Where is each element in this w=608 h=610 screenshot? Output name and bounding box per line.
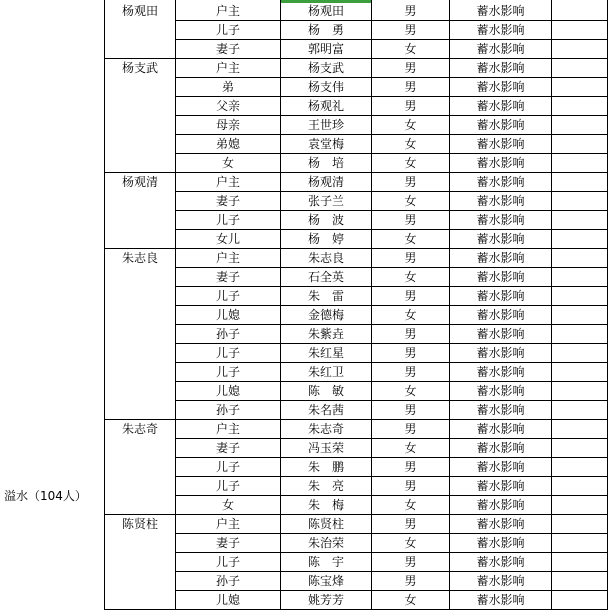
row-divider: [175, 495, 607, 496]
sex-cell: 女: [404, 536, 417, 550]
row-divider: [175, 419, 607, 420]
sex-cell: 男: [404, 251, 417, 265]
row-divider: [175, 191, 607, 192]
note-cell: 蓄水影响: [476, 270, 525, 284]
relation-cell: 妻子: [215, 194, 240, 208]
member-name-cell: 袁堂梅: [307, 137, 344, 151]
sex-cell: 男: [404, 422, 417, 436]
member-name-cell: 张子兰: [307, 194, 344, 208]
member-name-cell: 杨观田: [307, 4, 344, 18]
note-cell: 蓄水影响: [476, 479, 525, 493]
member-name-cell: 陈 宇: [307, 555, 344, 569]
sex-cell: 男: [404, 213, 417, 227]
note-cell: 蓄水影响: [476, 4, 525, 18]
member-name-cell: 杨支伟: [307, 80, 344, 94]
note-cell: 蓄水影响: [476, 289, 525, 303]
note-cell: 蓄水影响: [476, 232, 525, 246]
column-divider: [371, 0, 372, 610]
note-cell: 蓄水影响: [476, 156, 525, 170]
column-divider: [449, 0, 450, 610]
sex-cell: 男: [404, 175, 417, 189]
member-name-cell: 冯玉荣: [307, 441, 344, 455]
household-head-cell: [105, 534, 175, 553]
note-cell: 蓄水影响: [476, 118, 525, 132]
household-head-cell: [105, 477, 175, 496]
sex-cell: 女: [404, 118, 417, 132]
sex-cell: 女: [404, 308, 417, 322]
column-divider: [175, 0, 176, 610]
relation-cell: 女: [221, 498, 234, 512]
row-divider: [175, 267, 607, 268]
sex-cell: 男: [404, 23, 417, 37]
household-head-cell: [105, 439, 175, 458]
member-name-cell: 朱志奇: [307, 422, 344, 436]
member-name-cell: 杨支武: [307, 61, 344, 75]
member-name-cell: 朱 雷: [307, 289, 344, 303]
member-name-cell: 朱紫垚: [307, 327, 344, 341]
member-name-cell: 朱名茜: [307, 403, 344, 417]
note-cell: 蓄水影响: [476, 23, 525, 37]
household-head-cell: [105, 192, 175, 211]
column-divider: [104, 0, 105, 610]
row-divider: [175, 20, 607, 21]
row-divider: [175, 381, 607, 382]
member-name-cell: 杨观礼: [307, 99, 344, 113]
household-head-cell: [105, 458, 175, 477]
relation-cell: 女儿: [215, 232, 240, 246]
row-divider: [175, 153, 607, 154]
note-cell: 蓄水影响: [476, 194, 525, 208]
household-head-cell: [105, 211, 175, 230]
row-divider-head: [105, 172, 175, 173]
note-cell: 蓄水影响: [476, 99, 525, 113]
sex-cell: 男: [404, 517, 417, 531]
sex-cell: 女: [404, 232, 417, 246]
row-divider: [175, 134, 607, 135]
note-cell: 蓄水影响: [476, 308, 525, 322]
relation-cell: 女: [221, 156, 234, 170]
note-cell: 蓄水影响: [476, 498, 525, 512]
relation-cell: 儿子: [215, 365, 240, 379]
row-divider: [175, 590, 607, 591]
sex-cell: 女: [404, 384, 417, 398]
relation-cell: 妻子: [215, 42, 240, 56]
household-head-cell: [105, 268, 175, 287]
member-name-cell: 杨观清: [307, 175, 344, 189]
member-name-cell: 朱红星: [307, 346, 344, 360]
relation-cell: 弟媳: [215, 137, 240, 151]
relation-cell: 户主: [215, 422, 240, 436]
household-head-cell: [105, 287, 175, 306]
row-divider: [175, 457, 607, 458]
member-name-cell: 朱红卫: [307, 365, 344, 379]
household-head-cell: 朱志奇: [121, 422, 158, 436]
row-divider: [175, 533, 607, 534]
sex-cell: 男: [404, 574, 417, 588]
sex-cell: 男: [404, 327, 417, 341]
member-name-cell: 姚芳芳: [307, 593, 344, 607]
relation-cell: 儿子: [215, 23, 240, 37]
household-head-cell: [105, 591, 175, 610]
member-name-cell: 陈贤柱: [307, 517, 344, 531]
relation-cell: 弟: [221, 80, 234, 94]
household-head-cell: [105, 78, 175, 97]
household-head-cell: [105, 116, 175, 135]
relation-cell: 儿子: [215, 213, 240, 227]
sex-cell: 男: [404, 61, 417, 75]
note-cell: 蓄水影响: [476, 422, 525, 436]
household-head-cell: 杨观田: [121, 4, 158, 18]
row-divider-head: [105, 514, 175, 515]
household-head-cell: [105, 230, 175, 249]
note-cell: 蓄水影响: [476, 441, 525, 455]
row-divider: [175, 210, 607, 211]
note-cell: 蓄水影响: [476, 175, 525, 189]
sex-cell: 女: [404, 593, 417, 607]
sex-cell: 男: [404, 99, 417, 113]
row-divider-head: [105, 419, 175, 420]
member-name-cell: 陈 敏: [307, 384, 344, 398]
note-cell: 蓄水影响: [476, 536, 525, 550]
note-cell: 蓄水影响: [476, 517, 525, 531]
household-head-cell: [105, 382, 175, 401]
sex-cell: 男: [404, 80, 417, 94]
member-name-cell: 杨 婷: [307, 232, 344, 246]
member-name-cell: 王世珍: [307, 118, 344, 132]
sex-cell: 男: [404, 479, 417, 493]
row-divider: [175, 96, 607, 97]
household-head-cell: [105, 553, 175, 572]
household-head-cell: [105, 325, 175, 344]
member-name-cell: 郭明富: [307, 42, 344, 56]
relation-cell: 儿媳: [215, 308, 240, 322]
household-head-cell: [105, 572, 175, 591]
relation-cell: 儿媳: [215, 593, 240, 607]
relation-cell: 户主: [215, 61, 240, 75]
household-head-cell: [105, 21, 175, 40]
relation-cell: 户主: [215, 175, 240, 189]
member-name-cell: 陈宝烽: [307, 574, 344, 588]
sex-cell: 男: [404, 460, 417, 474]
relation-cell: 母亲: [215, 118, 240, 132]
relation-cell: 妻子: [215, 441, 240, 455]
sex-cell: 女: [404, 42, 417, 56]
sex-cell: 男: [404, 365, 417, 379]
sex-cell: 男: [404, 4, 417, 18]
household-head-cell: [105, 135, 175, 154]
relation-cell: 儿子: [215, 479, 240, 493]
note-cell: 蓄水影响: [476, 251, 525, 265]
sex-cell: 女: [404, 270, 417, 284]
row-divider: [175, 115, 607, 116]
relation-cell: 孙子: [215, 574, 240, 588]
row-divider: [175, 324, 607, 325]
row-divider: [175, 229, 607, 230]
column-divider: [551, 0, 552, 610]
relation-cell: 儿子: [215, 555, 240, 569]
note-cell: 蓄水影响: [476, 384, 525, 398]
note-cell: 蓄水影响: [476, 61, 525, 75]
row-divider: [175, 286, 607, 287]
row-divider: [175, 305, 607, 306]
member-name-cell: 金德梅: [307, 308, 344, 322]
member-name-cell: 朱 鹏: [307, 460, 344, 474]
household-head-cell: [105, 306, 175, 325]
note-cell: 蓄水影响: [476, 213, 525, 227]
relation-cell: 儿子: [215, 289, 240, 303]
household-head-cell: [105, 97, 175, 116]
member-name-cell: 杨 勇: [307, 23, 344, 37]
column-divider: [280, 0, 281, 610]
member-name-cell: 杨 培: [307, 156, 344, 170]
row-divider: [175, 571, 607, 572]
row-divider: [175, 514, 607, 515]
note-cell: 蓄水影响: [476, 365, 525, 379]
household-head-cell: [105, 344, 175, 363]
row-divider: [175, 77, 607, 78]
sex-cell: 女: [404, 137, 417, 151]
note-cell: 蓄水影响: [476, 137, 525, 151]
member-name-cell: 杨 波: [307, 213, 344, 227]
household-head-cell: [105, 154, 175, 173]
sex-cell: 男: [404, 346, 417, 360]
household-head-cell: 杨观清: [121, 175, 158, 189]
sex-cell: 女: [404, 194, 417, 208]
row-divider: [175, 343, 607, 344]
note-cell: 蓄水影响: [476, 574, 525, 588]
relation-cell: 孙子: [215, 403, 240, 417]
relation-cell: 孙子: [215, 327, 240, 341]
row-divider: [175, 362, 607, 363]
sex-cell: 女: [404, 156, 417, 170]
relation-cell: 妻子: [215, 536, 240, 550]
village-cell: 溢水（104人）: [4, 489, 87, 503]
row-divider: [175, 39, 607, 40]
relation-cell: 儿媳: [215, 384, 240, 398]
household-head-cell: [105, 40, 175, 59]
sex-cell: 男: [404, 289, 417, 303]
member-name-cell: 朱治荣: [307, 536, 344, 550]
household-head-cell: [105, 363, 175, 382]
household-head-cell: 陈贤柱: [121, 517, 158, 531]
relation-cell: 户主: [215, 4, 240, 18]
member-name-cell: 石全英: [307, 270, 344, 284]
relation-cell: 儿子: [215, 460, 240, 474]
member-name-cell: 朱志良: [307, 251, 344, 265]
member-name-cell: 朱 梅: [307, 498, 344, 512]
note-cell: 蓄水影响: [476, 80, 525, 94]
relation-cell: 儿子: [215, 346, 240, 360]
row-divider: [175, 172, 607, 173]
row-divider: [175, 248, 607, 249]
relation-cell: 户主: [215, 517, 240, 531]
row-divider: [175, 58, 607, 59]
row-divider-head: [105, 248, 175, 249]
sex-cell: 男: [404, 555, 417, 569]
note-cell: 蓄水影响: [476, 403, 525, 417]
household-head-cell: 朱志良: [121, 251, 158, 265]
sex-cell: 女: [404, 441, 417, 455]
sex-cell: 男: [404, 403, 417, 417]
relation-cell: 父亲: [215, 99, 240, 113]
note-cell: 蓄水影响: [476, 346, 525, 360]
household-head-cell: [105, 496, 175, 515]
member-name-cell: 朱 亮: [307, 479, 344, 493]
row-divider: [175, 438, 607, 439]
row-divider: [175, 552, 607, 553]
row-divider: [175, 476, 607, 477]
relation-cell: 妻子: [215, 270, 240, 284]
note-cell: 蓄水影响: [476, 42, 525, 56]
row-divider: [175, 400, 607, 401]
note-cell: 蓄水影响: [476, 593, 525, 607]
note-cell: 蓄水影响: [476, 327, 525, 341]
note-cell: 蓄水影响: [476, 555, 525, 569]
note-cell: 蓄水影响: [476, 460, 525, 474]
household-head-cell: 杨支武: [121, 61, 158, 75]
household-head-cell: [105, 401, 175, 420]
row-divider-head: [105, 58, 175, 59]
sex-cell: 女: [404, 498, 417, 512]
relation-cell: 户主: [215, 251, 240, 265]
